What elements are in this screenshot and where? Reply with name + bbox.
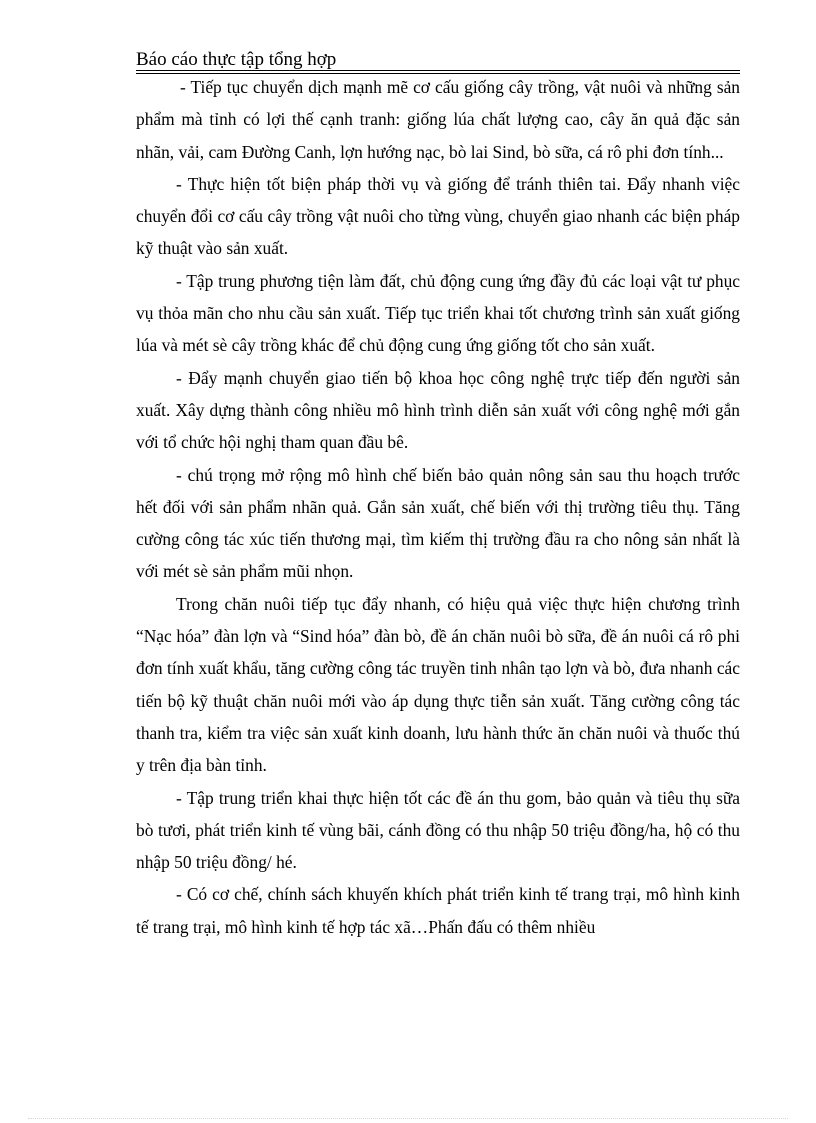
paragraph: - Tập trung phương tiện làm đất, chủ động cung ứng đầy đủ các loại vật tư phục vụ thỏa mãn cho nhu cầu sản xuất. Tiếp tục triển khai tốt chương trình sản xuất giống lúa và mét sè cây trồng khác để chủ động cung ứng giống tốt cho sản xuất. bbox=[136, 270, 740, 356]
paragraph: - chú trọng mở rộng mô hình chế biến bảo quản nông sản sau thu hoạch trước hết đối với sản phẩm nhãn quả. Gắn sản xuất, chế biến với thị trường tiêu thụ. Tăng cường công tác xúc tiến thương mại, tìm kiếm thị trường đầu ra cho nông sản nhất là với mét sè sản phẩm mũi nhọn. bbox=[136, 464, 740, 582]
footer-dotted-line bbox=[28, 1118, 788, 1119]
paragraph: Trong chăn nuôi tiếp tục đẩy nhanh, có hiệu quả việc thực hiện chương trình “Nạc hóa” đàn lợn và “Sind hóa” đàn bò, đề án chăn nuôi bò sữa, đề án nuôi cá rô phi đơn tính xuất khẩu, tăng cường công tác truyền tinh nhân tạo lợn và bò, đưa nhanh các tiến bộ kỹ thuật chăn nuôi mới vào áp dụng thực tiễn sản xuất. Tăng cường công tác thanh tra, kiểm tra việc sản xuất kinh doanh, lưu hành thức ăn chăn nuôi và thuốc thú y trên địa bàn tỉnh. bbox=[136, 593, 740, 776]
paragraph: - Tập trung triển khai thực hiện tốt các đề án thu gom, bảo quản và tiêu thụ sữa bò tươi, phát triển kinh tế vùng bãi, cánh đồng có thu nhập 50 triệu đồng/ha, hộ có thu nhập 50 triệu đồng/ hé. bbox=[136, 787, 740, 873]
document-body bbox=[136, 71, 740, 943]
page-header-title: Báo cáo thực tập tổng hợp bbox=[136, 49, 337, 70]
paragraph: - Thực hiện tốt biện pháp thời vụ và giống để tránh thiên tai. Đẩy nhanh việc chuyển đổi cơ cấu cây trồng vật nuôi cho từng vùng, chuyển giao nhanh các biện pháp kỹ thuật vào sản xuất. bbox=[136, 173, 740, 259]
paragraph: - Đẩy mạnh chuyển giao tiến bộ khoa học công nghệ trực tiếp đến người sản xuất. Xây dựng thành công nhiều mô hình trình diễn sản xuất với công nghệ mới gắn với tổ chức hội nghị tham quan đầu bê. bbox=[136, 367, 740, 453]
paragraph: - Có cơ chế, chính sách khuyến khích phát triển kinh tế trang trại, mô hình kinh tế trang trại, mô hình kinh tế hợp tác xã…Phấn đấu có thêm nhiều bbox=[136, 884, 740, 937]
paragraph: - Tiếp tục chuyển dịch mạnh mẽ cơ cấu giống cây trồng, vật nuôi và những sản phẩm mà tỉnh có lợi thế cạnh tranh: giống lúa chất lượng cao, cây ăn quả đặc sản nhãn, vải, cam Đường Canh, lợn hướng nạc, bò lai Sind, bò sữa, cá rô phi đơn tính... bbox=[136, 77, 740, 162]
